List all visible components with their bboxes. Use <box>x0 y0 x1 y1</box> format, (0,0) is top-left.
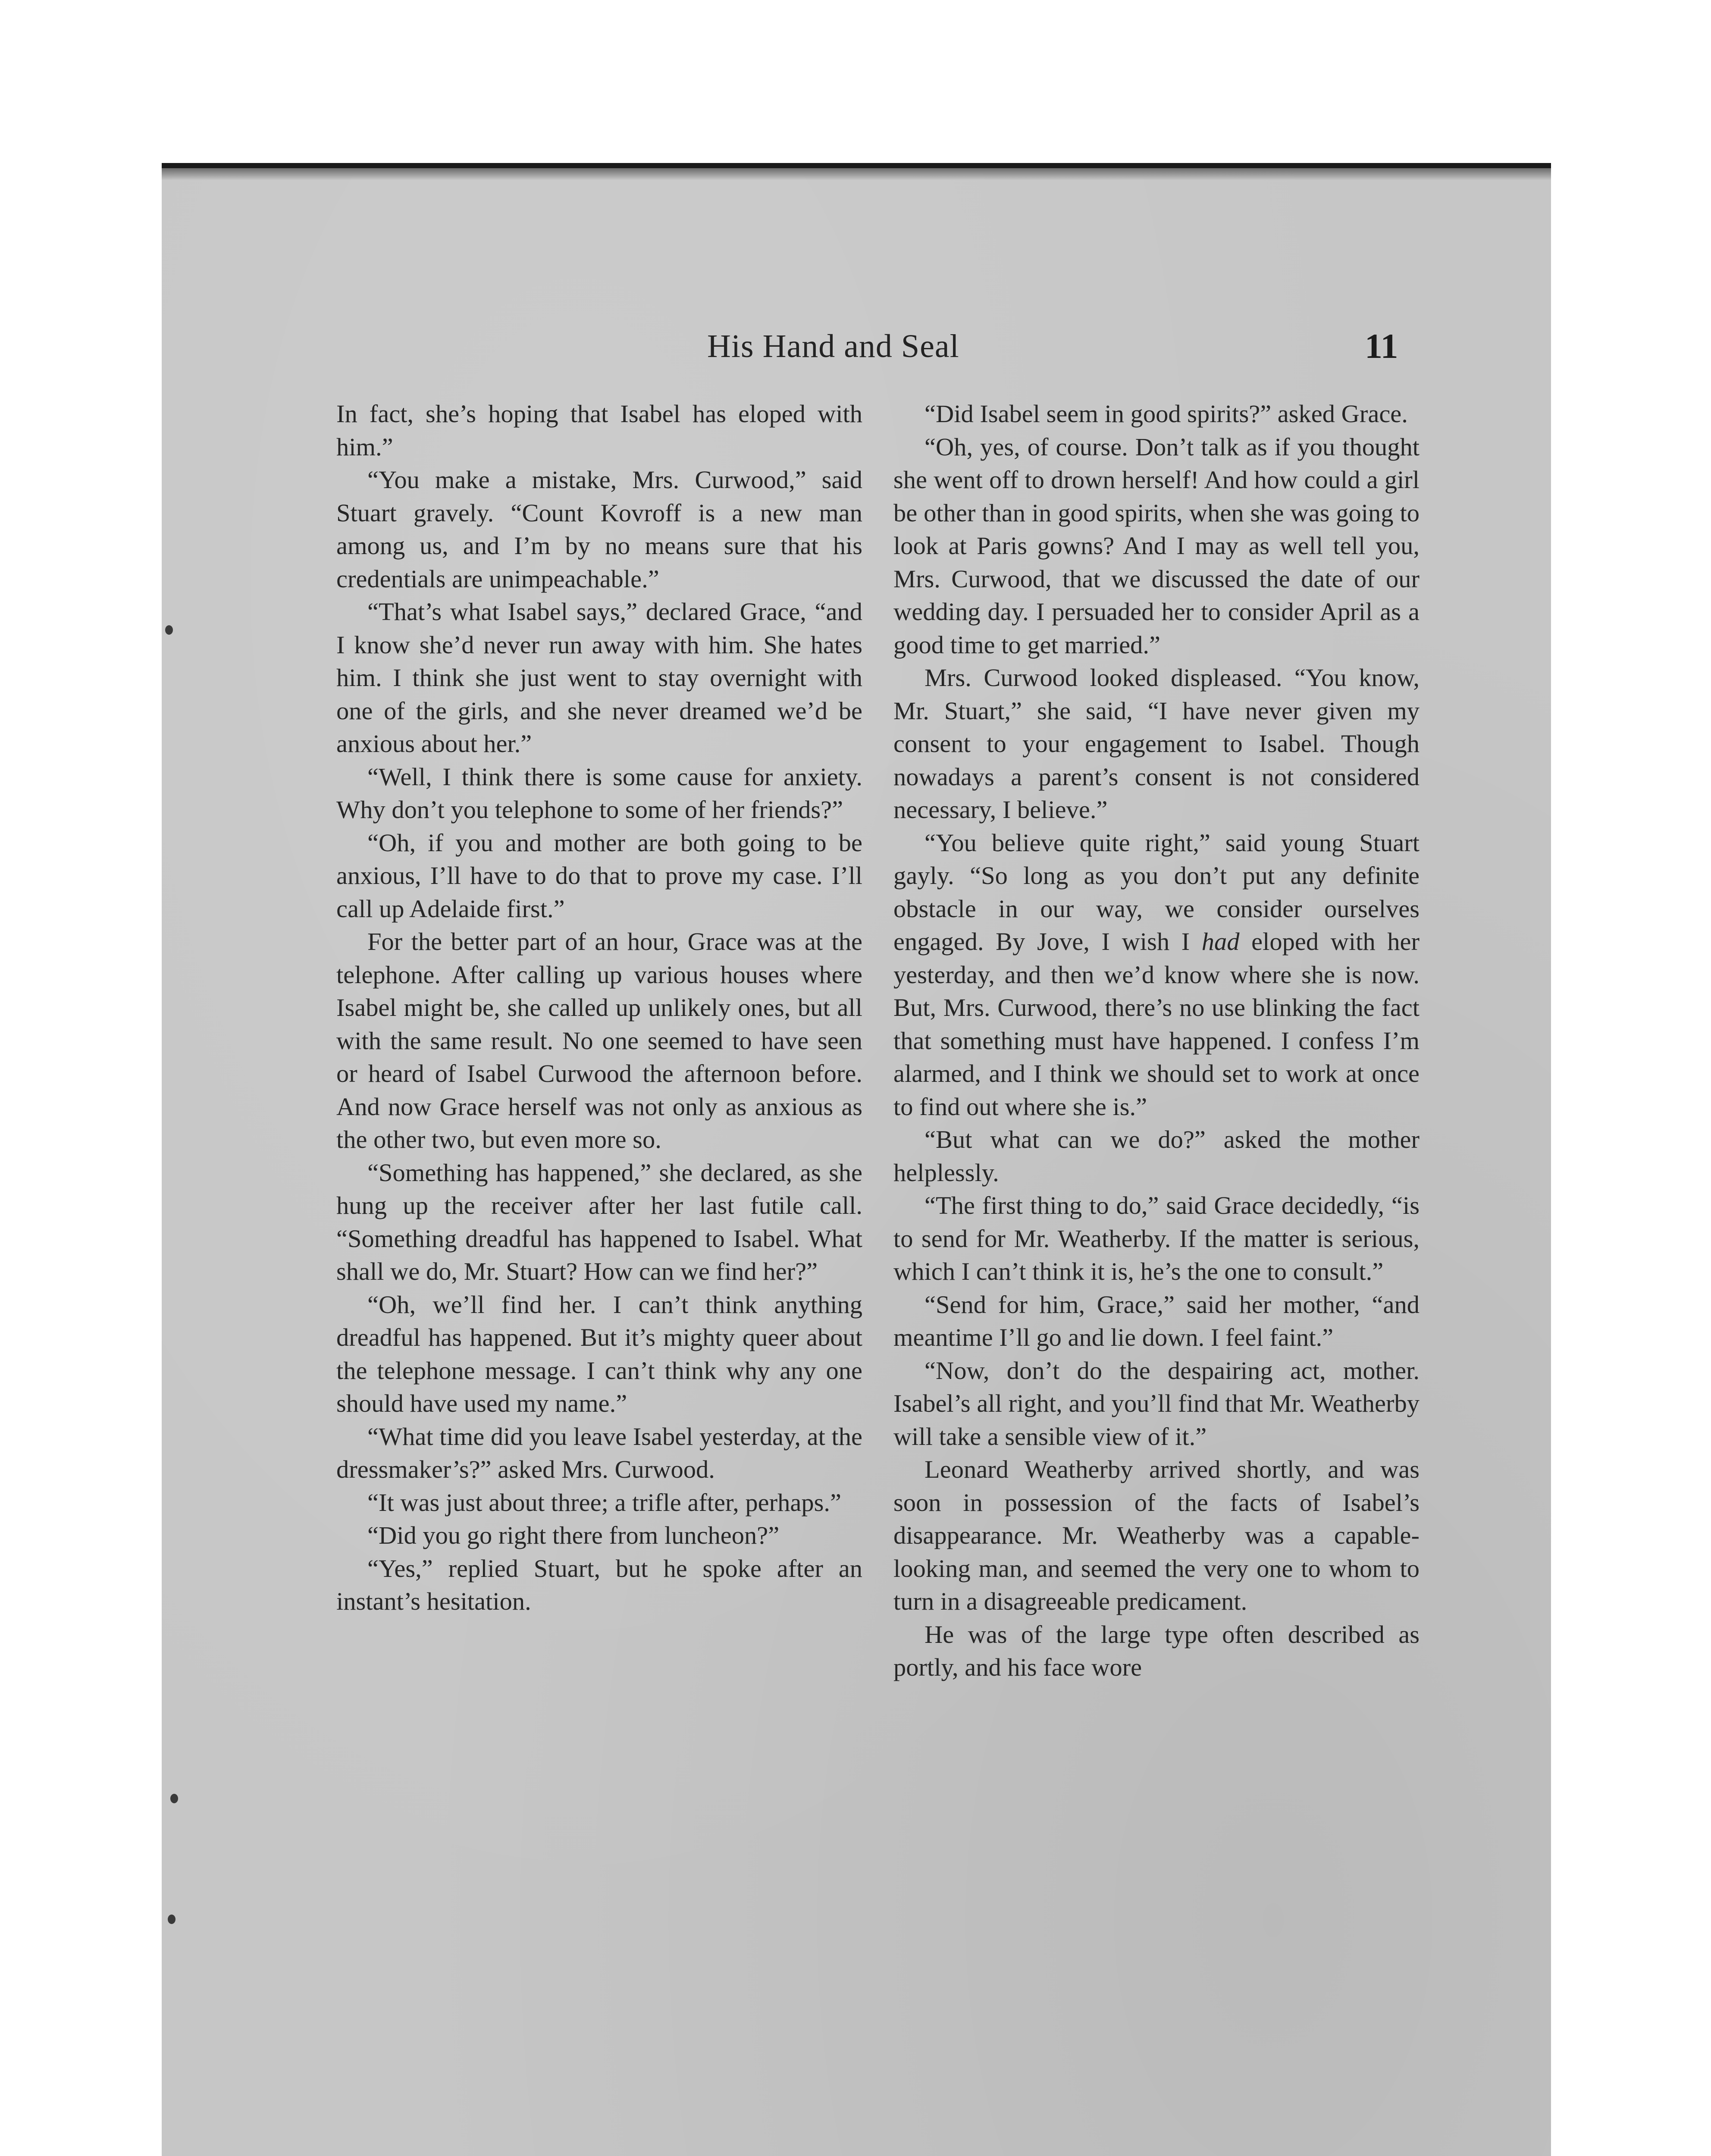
right-text-column <box>893 398 1420 1993</box>
paragraph <box>893 827 1420 1124</box>
paragraph: “The first thing to do,” said Grace decidedly, “is to send for Mr. Weatherby. If the matter is serious, which I can’t think it is, he’s the one to consult.” <box>893 1191 1420 1285</box>
paragraph: “Send for him, Grace,” said her mother, “and meantime I’ll go and lie down. I feel faint.” <box>893 1290 1420 1351</box>
binding-hole-mark <box>165 625 173 635</box>
scanned-page <box>162 163 1551 2156</box>
paragraph: “Oh, if you and mother are both going to be anxious, I’ll have to do that to prove my case. I’ll call up Adelaide first.” <box>336 828 862 923</box>
paragraph: “Oh, yes, of course. Don’t talk as if you thought she went off to drown herself! And how could a girl be other than in good spirits, when she was going to look at Paris gowns? And I may as well tell you, Mrs. Curwood, that we discussed the date of our wedding day. I persuaded her to consider April as a good time to get married.” <box>893 432 1420 659</box>
paragraph: In fact, she’s hoping that Isabel has eloped with him.” <box>336 400 862 461</box>
paragraph-text: eloped with her yesterday, and then we’d know where she is now. But, Mrs. Curwood, there’s no use blinking the fact that something must have happened. I confess I’m alarmed, and I think we should set to work at once to find out where she is.” <box>893 928 1420 1121</box>
left-text-column <box>336 398 862 1993</box>
paragraph: He was of the large type often described as portly, and his face wore <box>893 1620 1420 1681</box>
paragraph: “Oh, we’ll find her. I can’t think anything dreadful has happened. But it’s mighty queer about the telephone message. I can’t think why any one should have used my name.” <box>336 1290 862 1417</box>
paragraph: “That’s what Isabel says,” declared Grace, “and I know she’d never run away with him. She hates him. I think she just went to stay overnight with one of the girls, and she never dreamed we’d be anxious about her.” <box>336 598 862 758</box>
paragraph: “Did you go right there from luncheon?” <box>367 1521 780 1549</box>
paragraph: “But what can we do?” asked the mother helplessly. <box>893 1125 1420 1187</box>
running-title: His Hand and Seal <box>707 328 959 364</box>
paragraph: “It was just about three; a trifle after, perhaps.” <box>367 1488 841 1517</box>
paragraph: “You make a mistake, Mrs. Curwood,” said Stuart gravely. “Count Kovroff is a new man among us, and I’m by no means sure that his credentials are unimpeachable.” <box>336 466 862 593</box>
paragraph: Leonard Weatherby arrived shortly, and was soon in possession of the facts of Isabel’s disappearance. Mr. Weatherby was a capable-looking man, and seemed the very one to whom to turn in a disagreeable predicament. <box>893 1455 1420 1615</box>
paragraph: “Yes,” replied Stuart, but he spoke after an instant’s hesitation. <box>336 1554 862 1615</box>
binding-hole-mark <box>170 1794 178 1803</box>
binding-hole-mark <box>168 1915 175 1924</box>
paragraph-text: “You believe quite right,” said young Stuart gayly. “So long as you don’t put any definite obstacle in our way, we consider ourselves engaged. By Jove, I wish I <box>893 828 1420 956</box>
paragraph: “Now, don’t do the despairing act, mother. Isabel’s all right, and you’ll find that Mr. Weatherby will take a sensible view of it.” <box>893 1356 1420 1451</box>
paragraph: “What time did you leave Isabel yesterday, at the dressmaker’s?” asked Mrs. Curwood. <box>336 1422 862 1483</box>
paragraph: Mrs. Curwood looked displeased. “You know, Mr. Stuart,” she said, “I have never given my consent to your engagement to Isabel. Though nowadays a parent’s consent is not considered necessary, I believe.” <box>893 664 1420 824</box>
paragraph: “Something has happened,” she declared, as she hung up the receiver after her last futile call. “Something dreadful has happened to Isabel. What shall we do, Mr. Stuart? How can we find her?” <box>336 1158 862 1285</box>
paragraph: “Well, I think there is some cause for anxiety. Why don’t you telephone to some of her friends?” <box>336 762 862 824</box>
paragraph: For the better part of an hour, Grace was at the telephone. After calling up various houses where Isabel might be, she called up unlikely ones, but all with the same result. No one seemed to have seen or heard of Isabel Curwood the afternoon before. And now Grace herself was not only as anxious as the other two, but even more so. <box>336 928 862 1153</box>
page-top-edge-shadow <box>162 168 1551 180</box>
italic-word: had <box>1201 928 1240 956</box>
page-number: 11 <box>1365 326 1398 366</box>
running-head <box>162 328 1551 379</box>
paragraph: “Did Isabel seem in good spirits?” asked Grace. <box>924 400 1408 428</box>
